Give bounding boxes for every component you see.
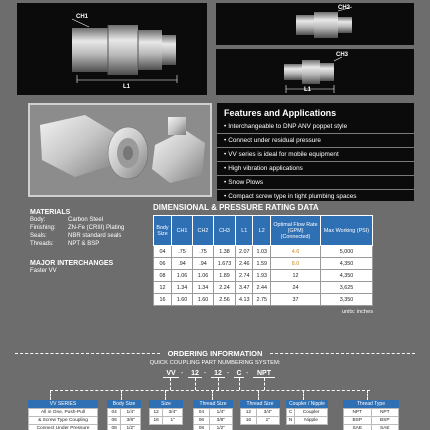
option-table — [149, 408, 183, 425]
table-cell: 1.59 — [253, 258, 271, 270]
nipple-dimension-panel — [216, 49, 414, 95]
option-box-header: Thread Size — [240, 400, 280, 408]
option-table — [286, 408, 328, 425]
column-header: Optimal Flow Rate (GPM) (Connected) — [271, 216, 321, 246]
table-cell: 1.03 — [253, 246, 271, 258]
option-row — [29, 425, 98, 430]
column-header: CH1 — [172, 216, 193, 246]
feature-item: • High vibration applications — [217, 161, 414, 175]
table-cell: 37 — [271, 294, 321, 306]
option-box-header: Coupler / Nipple — [286, 400, 328, 408]
nipple-dimension-image — [216, 49, 414, 95]
option-box-size — [149, 400, 183, 425]
column-header: Body Size — [154, 216, 172, 246]
features-title: Features and Applications — [224, 108, 337, 118]
column-header: L2 — [253, 216, 271, 246]
material-row — [30, 216, 150, 224]
option-row — [194, 409, 233, 417]
code-body-size: 12 — [188, 370, 202, 378]
interchanges-value: Faster VV — [30, 268, 57, 274]
column-header: CH2 — [192, 216, 213, 246]
feature-item: • Snow Plows — [217, 175, 414, 189]
option-row — [29, 417, 98, 425]
connector-line — [239, 378, 240, 390]
option-cell: 12 — [150, 409, 163, 417]
option-cell: & Screw Type Coupling — [29, 417, 98, 425]
coupler-drawing-panel — [17, 3, 207, 95]
option-cell: 04 — [194, 409, 210, 417]
product-photo-image — [30, 105, 210, 195]
option-cell: Coupler — [295, 409, 328, 417]
product-photo-panel — [28, 103, 212, 197]
option-cell: BSP — [371, 417, 399, 425]
material-value: ZN-Fe (CRIII) Plating — [68, 225, 125, 231]
code-separator: - — [246, 370, 249, 377]
dimensions-title: DIMENSIONAL & PRESSURE RATING DATA — [153, 203, 319, 212]
option-table — [240, 408, 280, 425]
table-cell: 1.34 — [172, 282, 193, 294]
option-cell: 1/4" — [121, 409, 141, 417]
option-cell: 16 — [150, 417, 163, 425]
option-cell: Nipple — [295, 417, 328, 425]
table-cell: 12 — [271, 270, 321, 282]
option-cell: 04 — [108, 409, 121, 417]
table-cell: 3,350 — [321, 294, 373, 306]
option-row — [344, 409, 399, 417]
connector-line — [218, 378, 219, 390]
callout-ch1: CH1 — [76, 14, 89, 20]
connector-line — [212, 390, 213, 400]
option-row — [108, 409, 141, 417]
material-value: NPT & BSP — [68, 241, 100, 247]
option-row — [108, 425, 141, 430]
table-row — [154, 270, 373, 282]
table-cell: 1.60 — [172, 294, 193, 306]
table-cell: 06 — [154, 258, 172, 270]
option-cell: 1/2" — [209, 425, 232, 430]
connector-line — [367, 390, 368, 400]
table-cell: 2.56 — [213, 294, 235, 306]
option-cell: 16 — [241, 417, 257, 425]
ordering-subtitle: QUICK COUPLING PART NUMBERING SYSTEM: — [149, 360, 281, 366]
dimensions-table — [153, 215, 373, 306]
option-row — [150, 409, 183, 417]
table-cell: .94 — [192, 258, 213, 270]
table-cell: 24 — [271, 282, 321, 294]
option-cell: 06 — [194, 417, 210, 425]
option-cell: 3/8" — [121, 417, 141, 425]
dimensions-section — [153, 203, 373, 315]
material-label: Threads: — [30, 241, 54, 247]
material-row — [30, 224, 150, 232]
option-table — [107, 408, 141, 430]
feature-item: • Compact screw type in tight plumbing spaces — [217, 189, 414, 203]
option-cell: 3/4" — [163, 409, 183, 417]
feature-item: • Interchangeable to DNP ANV poppet style — [217, 122, 414, 133]
option-box-thread-size-large — [240, 400, 280, 425]
table-cell: 4,350 — [321, 258, 373, 270]
option-cell: Connect Under Pressure — [29, 425, 98, 430]
material-row — [30, 232, 150, 240]
column-header: Max Working (PSI) — [321, 216, 373, 246]
option-table — [193, 408, 233, 430]
units-note: units: inches — [341, 309, 373, 315]
option-box-series — [28, 400, 98, 430]
option-cell: BSP — [344, 417, 372, 425]
table-cell: 4.6 — [271, 246, 321, 258]
table-cell: 2.46 — [235, 258, 252, 270]
connector-line — [264, 378, 265, 390]
option-box-header: Thread Size — [193, 400, 233, 408]
table-cell: 1.34 — [192, 282, 213, 294]
table-row — [154, 294, 373, 306]
connector-line — [50, 390, 51, 400]
connector-line — [258, 390, 259, 400]
option-cell: C — [287, 409, 295, 417]
table-cell: 04 — [154, 246, 172, 258]
callout-ch3: CH3 — [336, 52, 349, 58]
table-cell: .75 — [172, 246, 193, 258]
option-cell: All in One, Push-Pull — [29, 409, 98, 417]
materials-section — [30, 209, 150, 275]
table-cell: 2.75 — [253, 294, 271, 306]
material-row — [30, 240, 150, 248]
table-row — [154, 246, 373, 258]
table-row — [154, 258, 373, 270]
table-cell: 4,350 — [321, 270, 373, 282]
option-box-header: VV SERIES — [28, 400, 98, 408]
code-separator: - — [204, 370, 207, 377]
option-cell: 08 — [194, 425, 210, 430]
material-value: NBR standard seals — [68, 233, 122, 239]
connector-line — [121, 390, 122, 400]
table-cell: 1.93 — [253, 270, 271, 282]
callout-ch2: CH2 — [338, 5, 351, 11]
table-cell: 1.06 — [192, 270, 213, 282]
option-cell: 3/4" — [256, 409, 279, 417]
table-cell: 16 — [154, 294, 172, 306]
table-cell: 12 — [154, 282, 172, 294]
option-box-header: Body Size — [107, 400, 141, 408]
option-cell: SAE — [371, 425, 399, 430]
features-list — [217, 122, 414, 203]
option-row — [194, 417, 233, 425]
option-row — [150, 417, 183, 425]
option-row — [241, 417, 280, 425]
table-cell: 2.24 — [213, 282, 235, 294]
column-header: L1 — [235, 216, 252, 246]
code-separator: - — [227, 370, 230, 377]
nipple-drawing-panel — [216, 3, 414, 45]
feature-item: • Connect under residual pressure — [217, 133, 414, 147]
code-series: VV — [163, 370, 179, 378]
table-cell: 2.74 — [235, 270, 252, 282]
coupler-side-view-image — [17, 3, 207, 95]
table-cell: 1.60 — [192, 294, 213, 306]
option-cell: 1/2" — [121, 425, 141, 430]
option-cell: 08 — [108, 425, 121, 430]
table-cell: .75 — [192, 246, 213, 258]
option-box-thread-size — [193, 400, 233, 430]
option-cell: 1" — [256, 417, 279, 425]
callout-l1: L1 — [123, 84, 131, 90]
table-cell: 1.673 — [213, 258, 235, 270]
option-cell: NPT — [344, 409, 372, 417]
option-cell: 1" — [163, 417, 183, 425]
dimensions-header-row — [154, 216, 373, 246]
interchanges-title: MAJOR INTERCHANGES — [30, 260, 114, 267]
features-box — [217, 103, 414, 201]
option-cell: 1/4" — [209, 409, 232, 417]
option-cell: N — [287, 417, 295, 425]
option-box-header: Thread Type — [343, 400, 399, 408]
table-cell: 3.47 — [235, 282, 252, 294]
option-box-coupler-nipple — [286, 400, 328, 425]
table-cell: 1.06 — [172, 270, 193, 282]
option-row — [241, 409, 280, 417]
table-cell: 08 — [154, 270, 172, 282]
table-cell: 5,000 — [321, 246, 373, 258]
connector-line — [195, 378, 196, 390]
option-row — [344, 417, 399, 425]
option-row — [287, 409, 328, 417]
code-thread-type: NPT — [253, 370, 275, 378]
code-thread-size: 12 — [211, 370, 225, 378]
option-row — [287, 417, 328, 425]
table-cell: 2.44 — [253, 282, 271, 294]
material-value: Carbon Steel — [68, 217, 104, 223]
nipple-side-view-image — [216, 3, 414, 45]
option-row — [344, 425, 399, 430]
table-cell: 2.07 — [235, 246, 252, 258]
column-header: CH3 — [213, 216, 235, 246]
table-cell: 1.89 — [213, 270, 235, 282]
option-box-thread-type — [343, 400, 399, 430]
option-box-body-size — [107, 400, 141, 430]
option-table — [28, 408, 98, 430]
table-cell: .94 — [172, 258, 193, 270]
connector-line — [165, 390, 166, 400]
feature-item: • VV series is ideal for mobile equipment — [217, 147, 414, 161]
ordering-title: ORDERING INFORMATION — [167, 349, 263, 358]
table-cell: 1.38 — [213, 246, 235, 258]
table-cell: 3,625 — [321, 282, 373, 294]
code-separator: - — [181, 370, 184, 377]
connector-line — [303, 390, 304, 400]
option-cell: 3/8" — [209, 417, 232, 425]
option-cell: 12 — [241, 409, 257, 417]
option-table — [343, 408, 399, 430]
materials-title: MATERIALS — [30, 209, 71, 216]
option-row — [194, 425, 233, 430]
option-cell: 06 — [108, 417, 121, 425]
material-label: Body: — [30, 217, 46, 223]
option-row — [29, 409, 98, 417]
material-label: Finishing: — [30, 225, 56, 231]
callout-l1-nipple: L1 — [304, 87, 312, 93]
connector-line — [170, 378, 171, 390]
option-row — [108, 417, 141, 425]
table-row — [154, 282, 373, 294]
connector-line — [50, 390, 370, 391]
code-coupler-nipple: C — [234, 370, 244, 378]
option-cell: NPT — [371, 409, 399, 417]
option-box-header: Size — [149, 400, 183, 408]
table-cell: 4.13 — [235, 294, 252, 306]
table-cell: 8.0 — [271, 258, 321, 270]
material-label: Seals: — [30, 233, 47, 239]
option-cell: SAE — [344, 425, 372, 430]
